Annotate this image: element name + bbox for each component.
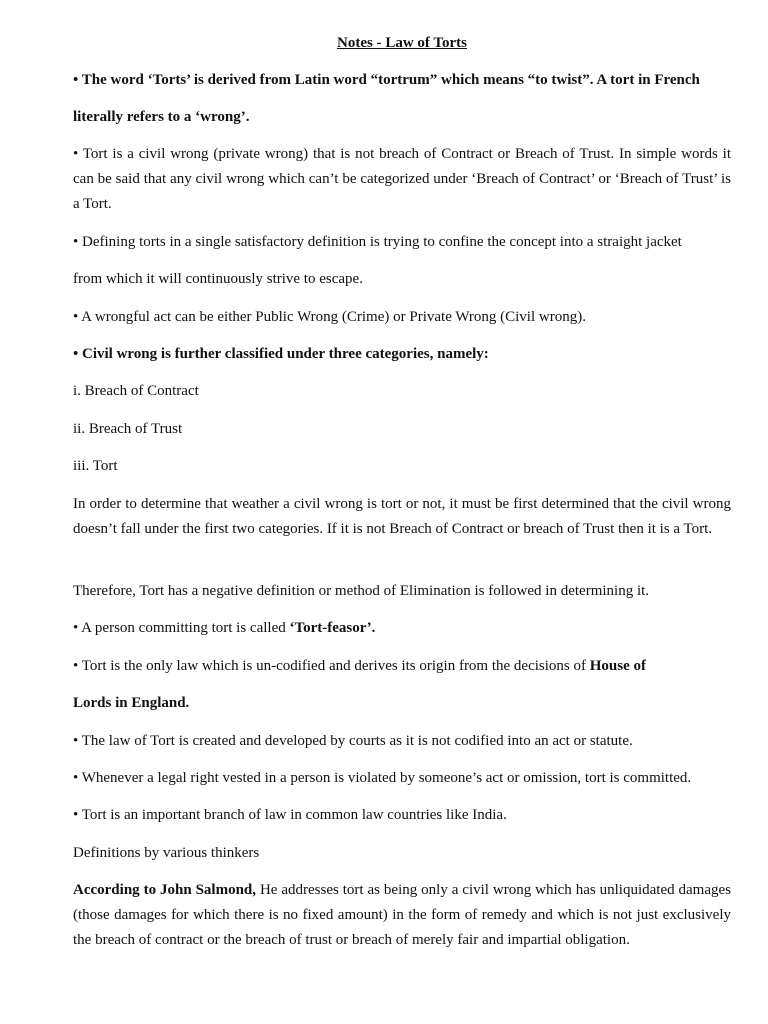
salmond-paragraph — [73, 878, 731, 953]
page-title: Notes - Law of Torts — [337, 35, 467, 51]
etymology-line-1: • The word ‘Torts’ is derived from Latin word “tortrum” which means “to twist”. A tort in French — [73, 72, 700, 88]
categories-heading: • Civil wrong is further classified under three categories, namely: — [73, 346, 489, 362]
origin-line-2: Lords in England. — [73, 695, 190, 711]
salmond-lead: According to John Salmond, — [73, 882, 257, 898]
definition-line-2: from which it will continuously strive to escape. — [73, 271, 363, 287]
determination-paragraph: In order to determine that weather a civil wrong is tort or not, it must be first determined that the civil wrong doesn’t fall under the first two categories. If it is not Breach of Contract or breach of Trust then it is a Tort. — [73, 496, 731, 537]
origin-prefix: • Tort is the only law which is un-codified and derives its origin from the decisions of — [73, 658, 590, 674]
list-item-breach-of-trust: ii. Breach of Trust — [73, 421, 183, 437]
salmond-text: He addresses tort as being only a civil wrong which has unliquidated damages (those damages for which there is no fixed amount) in the form of remedy and which is not just exclusively the breach of contract or the breach of trust or breach of merely fair and impartial obligation. — [73, 882, 731, 948]
civil-wrong-paragraph: • Tort is a civil wrong (private wrong) that is not breach of Contract or Breach of Trust. In simple words it can be said that any civil wrong which can’t be categorized under ‘Breach of Contract’ or ‘Breach of Trust’ is a Tort. — [73, 146, 731, 212]
common-law-line: • Tort is an important branch of law in common law countries like India. — [73, 807, 507, 823]
tort-feasor-line — [73, 618, 375, 638]
list-item-breach-of-contract: i. Breach of Contract — [73, 383, 199, 399]
definition-line-1: • Defining torts in a single satisfactory definition is trying to confine the concept into a straight jacket — [73, 234, 682, 250]
definitions-heading: Definitions by various thinkers — [73, 845, 260, 861]
origin-line-1 — [73, 656, 646, 676]
origin-house-of: House of — [589, 658, 646, 674]
courts-line: • The law of Tort is created and developed by courts as it is not codified into an act or statute. — [73, 733, 633, 749]
etymology-line-2: literally refers to a ‘wrong’. — [73, 109, 250, 125]
list-item-tort: iii. Tort — [73, 458, 118, 474]
tort-feasor-term: ‘Tort-feasor’. — [289, 620, 376, 636]
legal-right-line: • Whenever a legal right vested in a person is violated by someone’s act or omission, tort is committed. — [73, 770, 692, 786]
tort-feasor-prefix: • A person committing tort is called — [73, 620, 290, 636]
negative-definition-line: Therefore, Tort has a negative definition or method of Elimination is followed in determining it. — [73, 583, 650, 599]
wrongful-act-line: • A wrongful act can be either Public Wrong (Crime) or Private Wrong (Civil wrong). — [73, 309, 586, 325]
